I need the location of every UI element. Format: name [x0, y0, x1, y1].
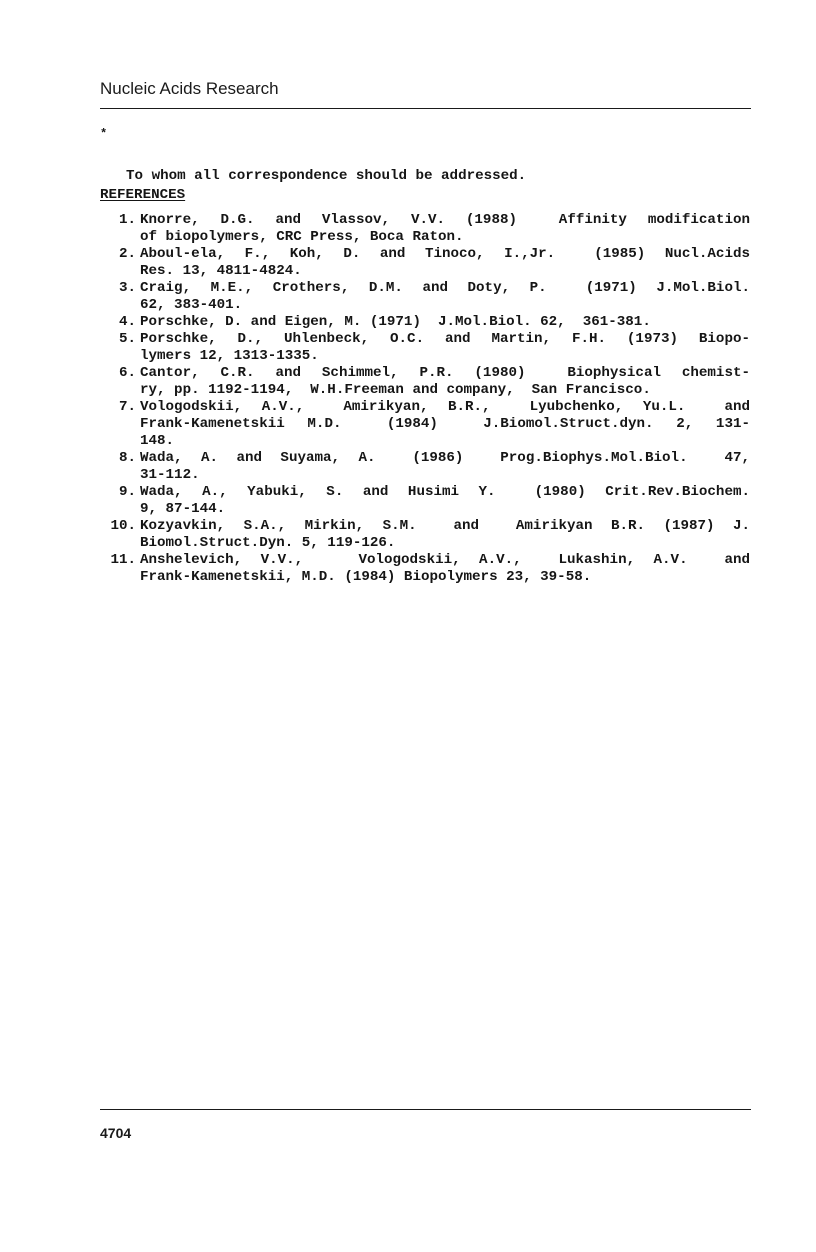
- reference-item: [100, 450, 750, 484]
- reference-text: [140, 518, 750, 552]
- reference-item: [100, 552, 750, 586]
- reference-line: 31-112.: [140, 467, 200, 483]
- reference-text: [140, 246, 750, 280]
- reference-item: [100, 280, 750, 314]
- reference-line: Anshelevich, V.V., Vologodskii, A.V., Lukashin, A.V. and: [140, 552, 750, 568]
- reference-item: [100, 246, 750, 280]
- reference-number: 8.: [118, 450, 136, 466]
- reference-item: [100, 212, 750, 246]
- reference-line: 62, 383-401.: [140, 297, 243, 313]
- reference-text: [140, 450, 750, 484]
- reference-line: Wada, A. and Suyama, A. (1986) Prog.Biophys.Mol.Biol. 47,: [140, 450, 750, 466]
- reference-line: lymers 12, 1313-1335.: [140, 348, 319, 364]
- reference-line: Vologodskii, A.V., Amirikyan, B.R., Lyubchenko, Yu.L. and: [140, 399, 750, 415]
- reference-item: [100, 331, 750, 365]
- reference-line: Biomol.Struct.Dyn. 5, 119-126.: [140, 535, 396, 551]
- page-number: 4704: [100, 1125, 132, 1141]
- reference-line: Craig, M.E., Crothers, D.M. and Doty, P. (1971) J.Mol.Biol.: [140, 280, 750, 296]
- footnote-marker: *: [100, 127, 108, 141]
- reference-line: Aboul-ela, F., Koh, D. and Tinoco, I.,Jr. (1985) Nucl.Acids: [140, 246, 750, 262]
- reference-text: [140, 552, 750, 586]
- reference-text: [140, 280, 750, 314]
- reference-line: Res. 13, 4811-4824.: [140, 263, 302, 279]
- reference-text: [140, 331, 750, 365]
- reference-line: Kozyavkin, S.A., Mirkin, S.M. and Amirikyan B.R. (1987) J.: [140, 518, 750, 534]
- reference-text: [140, 212, 750, 246]
- reference-text: [140, 314, 750, 331]
- reference-text: [140, 399, 750, 450]
- reference-line: Porschke, D. and Eigen, M. (1971) J.Mol.Biol. 62, 361-381.: [140, 314, 651, 330]
- references-list: [100, 212, 750, 586]
- journal-header: Nucleic Acids Research: [100, 79, 279, 98]
- reference-number: 4.: [118, 314, 136, 330]
- reference-item: [100, 365, 750, 399]
- reference-number: 9.: [118, 484, 136, 500]
- footnote-text: To whom all correspondence should be addressed.: [126, 168, 527, 184]
- reference-number: 10.: [110, 518, 136, 534]
- correspondence-footnote: [100, 127, 527, 185]
- reference-line: Frank-Kamenetskii, M.D. (1984) Biopolymers 23, 39-58.: [140, 569, 592, 585]
- reference-number: 1.: [118, 212, 136, 228]
- reference-item: [100, 399, 750, 450]
- reference-item: [100, 518, 750, 552]
- reference-line: Knorre, D.G. and Vlassov, V.V. (1988) Affinity modification: [140, 212, 750, 228]
- reference-line: 9, 87-144.: [140, 501, 226, 517]
- references-heading: REFERENCES: [100, 187, 186, 203]
- reference-text: [140, 365, 750, 399]
- reference-number: 6.: [118, 365, 136, 381]
- reference-item: [100, 314, 750, 331]
- reference-number: 5.: [118, 331, 136, 347]
- reference-item: [100, 484, 750, 518]
- reference-number: 3.: [118, 280, 136, 296]
- reference-line: Wada, A., Yabuki, S. and Husimi Y. (1980) Crit.Rev.Biochem.: [140, 484, 750, 500]
- reference-number: 11.: [110, 552, 136, 568]
- footer-rule: [100, 1109, 751, 1110]
- header-rule: [100, 108, 751, 109]
- reference-line: 148.: [140, 433, 175, 449]
- reference-text: [140, 484, 750, 518]
- reference-line: ry, pp. 1192-1194, W.H.Freeman and company, San Francisco.: [140, 382, 651, 398]
- reference-line: Cantor, C.R. and Schimmel, P.R. (1980) Biophysical chemist-: [140, 365, 750, 381]
- reference-line: of biopolymers, CRC Press, Boca Raton.: [140, 229, 464, 245]
- reference-line: Porschke, D., Uhlenbeck, O.C. and Martin, F.H. (1973) Biopo-: [140, 331, 750, 347]
- reference-number: 7.: [118, 399, 136, 415]
- reference-number: 2.: [118, 246, 136, 262]
- reference-line: Frank-Kamenetskii M.D. (1984) J.Biomol.Struct.dyn. 2, 131-: [140, 416, 750, 432]
